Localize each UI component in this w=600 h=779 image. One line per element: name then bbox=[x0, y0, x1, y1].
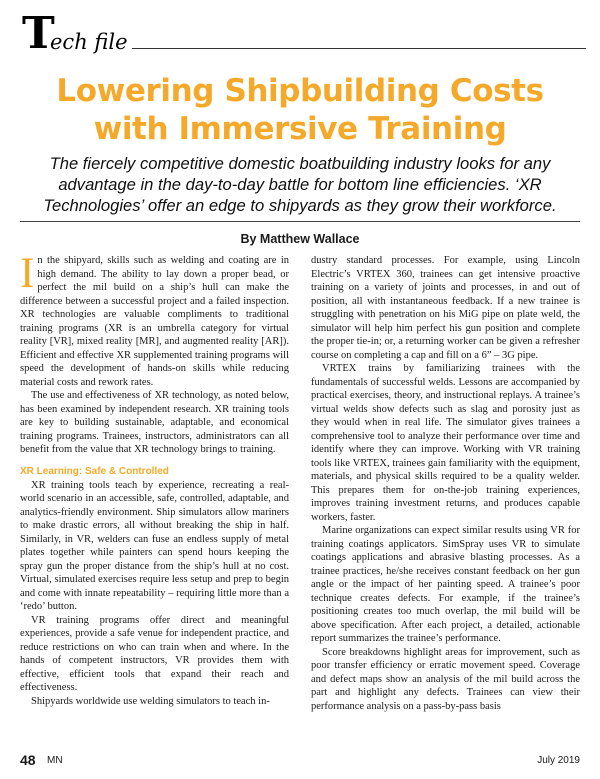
paragraph-text: n the shipyard, skills such as welding and coating are in high demand. The ability to lay down a proper bead, or perfect the mil build on a ship’s hull can make the difference between a successful project and a failed inspection. XR technologies are valuable compliments to traditional training programs (XR is an umbrella category for virtual reality [VR], mixed reality [MR], and augmented reality [AR]). Efficient and effective XR supplemented training programs will speed the development of hands-on skills while reducing material costs and rework rates. bbox=[20, 255, 289, 388]
article-title: Lowering Shipbuilding Costs with Immersive Training bbox=[56, 73, 544, 147]
section-header bbox=[20, 8, 586, 62]
deck-divider bbox=[20, 221, 580, 222]
section-initial: T bbox=[22, 8, 55, 59]
drop-cap: I bbox=[20, 250, 35, 297]
byline: By Matthew Wallace bbox=[240, 232, 360, 246]
paragraph: XR training tools teach by experience, recreating a real-world scenario in an accessible, safe, controlled, adaptable, and analytics-friendly environment. Ship simulators allow mariners to make drastic errors, all without breaking the ship in half. Similarly, in VR, welders can fuse an endless supply of metal plates together while painters can spend hours keeping the spray gun the proper distance from the ship’s hull at no cost. Virtual, simulated exercises require less setup and prep to begin and come with innate repeatability – requiring little more than a ‘redo’ button. bbox=[20, 479, 289, 612]
paragraph bbox=[20, 250, 289, 389]
paragraph: Shipyards worldwide use welding simulators to teach in- bbox=[31, 695, 270, 707]
paragraph: Marine organizations can expect similar results using VR for training coatings applicators. SimSpray uses VR to simulate coatings applications and abrasive blasting processes. As a trainee practices, he/she receives constant feedback on her gun angle or the impact of her painting speed. A trainee’s poor technique creates defects. For example, if the trainee’s positioning creates too much overlap, the mil build will be above specification. After each project, a detailed, actionable report summarizes the trainee’s performance. bbox=[311, 525, 580, 644]
page-footer bbox=[20, 752, 580, 768]
section-label: ech file bbox=[50, 30, 128, 54]
paragraph: The use and effectiveness of XR technology, as noted below, has been examined by independent research. XR training tools are key to building sustainable, adaptable, and economical training programs. Trainees, instructors, administrators can all benefit from the value that XR technology brings to training. bbox=[20, 390, 289, 455]
article-deck: The fiercely competitive domestic boatbuilding industry looks for any advantage in the day-to-day battle for bottom line efficiencies. ‘XR Technologies’ offer an edge to shipyards as they grow their workforce. bbox=[43, 154, 557, 215]
paragraph: dustry standard processes. For example, using Lincoln Electric’s VRTEX 360, trainees can get intensive proactive training on a variety of joints and processes, in and out of position, all with instantaneous feedback. If a new trainee is struggling with penetration on his MiG pipe on plate weld, the simulator will help him perfect his gun position and complete the proper tie-in; or, a returning worker can be given a refresher course on completing a cap and fill on a 6” – 3G pipe. bbox=[311, 255, 580, 361]
paragraph: VRTEX trains by familiarizing trainees with the fundamentals of successful welds. Lessons are accompanied by practical exercises, theory, and instructional replays. A trainee’s virtual welds show defects such as slag and porosity just as they would when in real life. The simulator gives trainees a comprehensive tool to analyze their performance over time and identify where they can improve. Working with VR training tools like VRTEX, trainees gain familiarity with the equipment, materials, and physical skills required to be a quality welder. This prepares them for on-the-job training experiences, improves training investment returns, and produces capable workers, faster. bbox=[311, 363, 580, 523]
subheading: XR Learning: Safe & Controlled bbox=[20, 465, 169, 477]
left-column bbox=[20, 250, 289, 708]
header-rule bbox=[132, 48, 586, 49]
issue-date: July 2019 bbox=[537, 755, 580, 766]
magazine-name: MN bbox=[47, 755, 63, 766]
paragraph: VR training programs offer direct and meaningful experiences, provide a safe venue for independent practice, and reduce restrictions on who can train when and where. In the hands of competent instructors, VR provides them with effective, efficient tools that expand their reach and effectiveness. bbox=[20, 614, 289, 693]
page-number: 48 bbox=[20, 752, 36, 768]
paragraph: Score breakdowns highlight areas for improvement, such as poor transfer efficiency or erratic movement speed. Coverage and defect maps show an analysis of the mil build across the part and highlight any defects. Trainees can view their performance analysis on a pass-by-pass basis bbox=[311, 646, 580, 712]
right-column bbox=[311, 254, 580, 713]
